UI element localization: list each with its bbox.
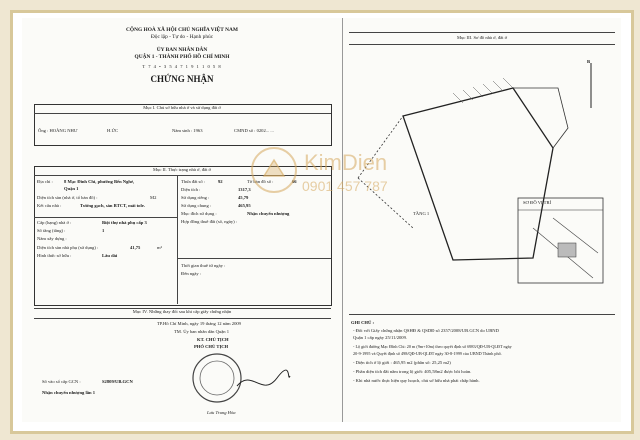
usable-label: Diện tích sàn nhà phụ (sử dụng) : bbox=[37, 245, 99, 250]
common-use-label: Sử dụng chung : bbox=[181, 203, 212, 208]
certificate-title: CHỨNG NHẬN bbox=[150, 74, 214, 84]
certificate-left-page bbox=[22, 18, 342, 422]
transfer-note: Nhận chuyển nhượng lần 1 bbox=[42, 390, 96, 395]
floor-label: TẦNG 1 bbox=[413, 211, 430, 216]
usable-unit: m² bbox=[157, 245, 162, 250]
owner-label: Ông : HOÀNG NHƯ bbox=[38, 128, 78, 133]
inset-map-title: SƠ ĐỒ VỊ TRÍ bbox=[523, 200, 552, 205]
watermark-logo-icon bbox=[250, 146, 298, 194]
lease-label: Hợp đồng thuê đất (số, ngày) : bbox=[181, 219, 238, 224]
purpose-label: Mục đích sử dụng : bbox=[181, 211, 217, 216]
note-line: - Diện tích ở lộ giới : 465,95 m2 (phần số: 25,25 m2) bbox=[353, 360, 451, 365]
committee: ỦY BAN NHÂN DÂN bbox=[156, 47, 208, 53]
area-label: Diện tích sàn (nhà ở, tổ bản đồ) : bbox=[37, 195, 98, 200]
signer-name: Lưu Trung Hòa bbox=[207, 410, 236, 415]
lot-label: Thửa đất số : bbox=[181, 179, 206, 184]
lot-value: 92 bbox=[218, 179, 223, 184]
district: QUẬN 1 - THÀNH PHỐ HỒ CHÍ MINH bbox=[134, 54, 230, 60]
section-4-title: Mục IV. Những thay đổi sau khi cấp giấy chứng nhận bbox=[132, 309, 232, 314]
inset-lot bbox=[558, 243, 576, 257]
floor-plan bbox=[353, 48, 615, 308]
floors-value: 1 bbox=[102, 228, 105, 233]
sign-place-date: TP.Hồ Chí Minh, ngày 19 tháng 12 năm 2009 bbox=[157, 321, 241, 326]
certificate-right-page bbox=[342, 18, 621, 422]
ownership-form-value: Lâu dài bbox=[102, 253, 118, 258]
watermark-phone: 0901 457 787 bbox=[302, 178, 388, 194]
note-line: - Đối với Giấy chứng nhận QSHĐ & QSDĐ số 2357/2008/UB.GCN do UBND bbox=[353, 328, 499, 333]
inset-map-box bbox=[518, 198, 603, 283]
grade-value: Biệt thự nhà phụ cấp 3 bbox=[102, 220, 147, 225]
area-unit: M2 bbox=[150, 195, 157, 200]
note-line: - Khi nhà nước thực hiện quy hoạch, chủ sở hữu nhà phải chấp hành. bbox=[353, 378, 480, 383]
section-2-title: Mục II. Thực trạng nhà ở, đất ở bbox=[153, 167, 211, 172]
official-seal bbox=[182, 348, 292, 408]
private-use-label: Sử dụng riêng : bbox=[181, 195, 210, 200]
map-sheet-value: 66 bbox=[292, 179, 297, 184]
purpose-value: Nhận chuyển nhượng bbox=[247, 211, 290, 216]
land-area-value: 1317,3 bbox=[238, 187, 251, 192]
address-label: Địa chỉ : bbox=[37, 179, 53, 184]
structure-value: Tường gạch, sàn BTCT, mái tole. bbox=[80, 203, 145, 208]
registry-label: Số vào sổ cấp GCN : bbox=[42, 379, 81, 384]
grade-label: Cấp (hạng) nhà ở : bbox=[37, 220, 72, 225]
note-line: Quận 1 cấp ngày 25/11/2009. bbox=[353, 335, 408, 340]
motto: Độc lập - Tự do - Hạnh phúc bbox=[150, 34, 214, 40]
lease-to-label: Đến ngày : bbox=[181, 271, 202, 276]
usable-value: 41,75 bbox=[130, 245, 141, 250]
nation-title: CỘNG HOÀ XÃ HỘI CHỦ NGHĨA VIỆT NAM bbox=[126, 27, 238, 33]
watermark-brand: KimDien bbox=[304, 150, 388, 175]
section-3-title: Mục III. Sơ đồ nhà ở, đất ở bbox=[456, 35, 508, 40]
building-outline bbox=[403, 88, 553, 260]
address-value-2: Quận 1 bbox=[64, 186, 79, 191]
north-label: B bbox=[587, 59, 591, 64]
year-label: Năm xây dựng : bbox=[37, 236, 67, 241]
sign-organization: TM. Ủy ban nhân dân Quận 1 bbox=[174, 329, 229, 334]
sign-role-2: PHÓ CHỦ TỊCH bbox=[194, 344, 229, 349]
serial-number: T 7 4 • 3 5 4 7 1 9 1 1 0 5 8 bbox=[142, 64, 222, 69]
registry-value: S2809/UB.GCN bbox=[102, 379, 133, 384]
private-use-value: 45,79 bbox=[238, 195, 249, 200]
floors-label: Số tầng (tầng) : bbox=[37, 228, 66, 233]
structure-label: Kết cấu nhà : bbox=[37, 203, 62, 208]
signature-scrawl bbox=[237, 370, 290, 386]
lease-from-label: Thời gian thuê từ ngày : bbox=[181, 263, 226, 268]
land-area-label: Diện tích : bbox=[181, 187, 201, 192]
note-line: 20-9-1995 và Quyết định số 498/QĐ-UB-QLĐT ngày 30-8-1999 của UBND Thành phố. bbox=[353, 351, 502, 356]
annex-outline bbox=[513, 88, 568, 148]
owner-name: H.ỨC bbox=[107, 128, 119, 133]
note-line: - Phần diện tích đất nằm trong lộ giới: 405,58m2 được bồi hoàn. bbox=[353, 369, 472, 374]
ownership-form-label: Hình thức sở hữu : bbox=[37, 253, 72, 258]
notes-title: GHI CHÚ : bbox=[351, 320, 374, 325]
sign-role-1: KT. CHỦ TỊCH bbox=[197, 337, 229, 342]
id-number: CMND số : 0202... ... bbox=[234, 128, 274, 133]
common-use-value: 465,95 bbox=[238, 203, 251, 208]
section-1-title: Mục I. Chủ sở hữu nhà ở và sử dụng đất ở bbox=[143, 105, 221, 110]
address-value: 8 Mạc Đĩnh Chi, phường Bến Nghé, bbox=[64, 179, 135, 184]
map-sheet-label: Tờ bản đồ số : bbox=[247, 179, 274, 184]
note-line: - Lộ giới đường Mạc Đĩnh Chi: 20 m (9m+10m) theo quyết định số 6983/QĐ-UB-QLĐT ngày bbox=[353, 344, 512, 349]
birth-year: Năm sinh : 1963 bbox=[172, 128, 203, 133]
